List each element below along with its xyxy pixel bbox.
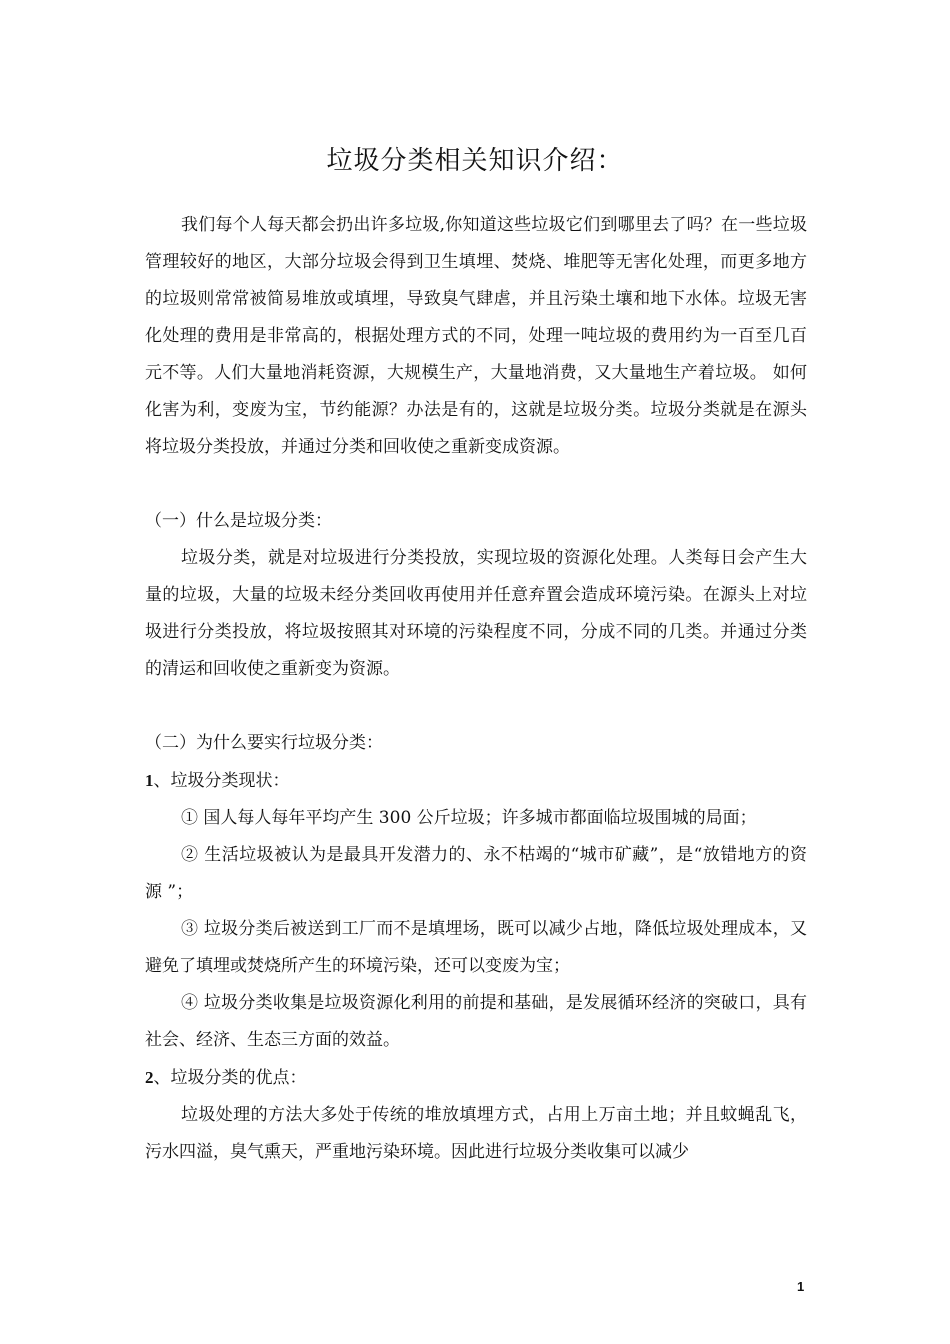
subsection-2-number: 2: [145, 1068, 154, 1087]
subsection-2-title: 、垃圾分类的优点：: [153, 1068, 307, 1088]
subsection-2-heading: [145, 1059, 807, 1097]
document-title: 垃圾分类相关知识介绍：: [326, 146, 624, 176]
list-item-2: ② 生活垃圾被认为是最具开发潜力的、永不枯竭的“城市矿藏”，是“放错地方的资源 ”；: [145, 845, 807, 902]
subsection-1-title: 、垃圾分类现状：: [153, 771, 290, 791]
paragraph-spacer: [145, 466, 807, 503]
section-1-heading: （一）什么是垃圾分类：: [145, 511, 332, 531]
paragraph-spacer: [145, 688, 807, 725]
list-item-1: ① 国人每人每年平均产生 300 公斤垃圾；许多城市都面临垃圾围城的局面；: [181, 808, 757, 828]
section-2-heading: （二）为什么要实行垃圾分类：: [145, 733, 383, 753]
intro-paragraph: 我们每个人每天都会扔出许多垃圾,你知道这些垃圾它们到哪里去了吗？在一些垃圾管理较好的地区，大部分垃圾会得到卫生填埋、焚烧、堆肥等无害化处理，而更多地方的垃圾则常常被简易堆放或填埋，导致臭气肆虐，并且污染土壤和地下水体。垃圾无害化处理的费用是非常高的，根据处理方式的不同，处理一吨垃圾的费用约为一百至几百元不等。人们大量地消耗资源，大规模生产，大量地消费，又大量地生产着垃圾。 如何化害为利，变废为宝，节约能源？办法是有的，这就是垃圾分类。垃圾分类就是在源头将垃圾分类投放，并通过分类和回收使之重新变成资源。: [145, 215, 807, 457]
subsection-1-heading: [145, 762, 807, 800]
list-item-4: ④ 垃圾分类收集是垃圾资源化利用的前提和基础，是发展循环经济的突破口，具有社会、经济、生态三方面的效益。: [145, 993, 807, 1050]
section-1-paragraph: 垃圾分类，就是对垃圾进行分类投放，实现垃圾的资源化处理。人类每日会产生大量的垃圾，大量的垃圾未经分类回收再使用并任意弃置会造成环境污染。在源头上对垃圾进行分类投放，将垃圾按照其对环境的污染程度不同，分成不同的几类。并通过分类的清运和回收使之重新变为资源。: [145, 548, 807, 679]
document-body: [145, 207, 807, 1171]
page-number: 1: [797, 1279, 805, 1294]
subsection-2-paragraph: 垃圾处理的方法大多处于传统的堆放填埋方式，占用上万亩土地；并且蚊蝇乱飞，污水四溢，臭气熏天，严重地污染环境。因此进行垃圾分类收集可以减少: [145, 1105, 807, 1162]
subsection-1-number: 1: [145, 771, 154, 790]
list-item-3: ③ 垃圾分类后被送到工厂而不是填埋场，既可以减少占地，降低垃圾处理成本，又避免了填埋或焚烧所产生的环境污染，还可以变废为宝；: [145, 919, 807, 976]
